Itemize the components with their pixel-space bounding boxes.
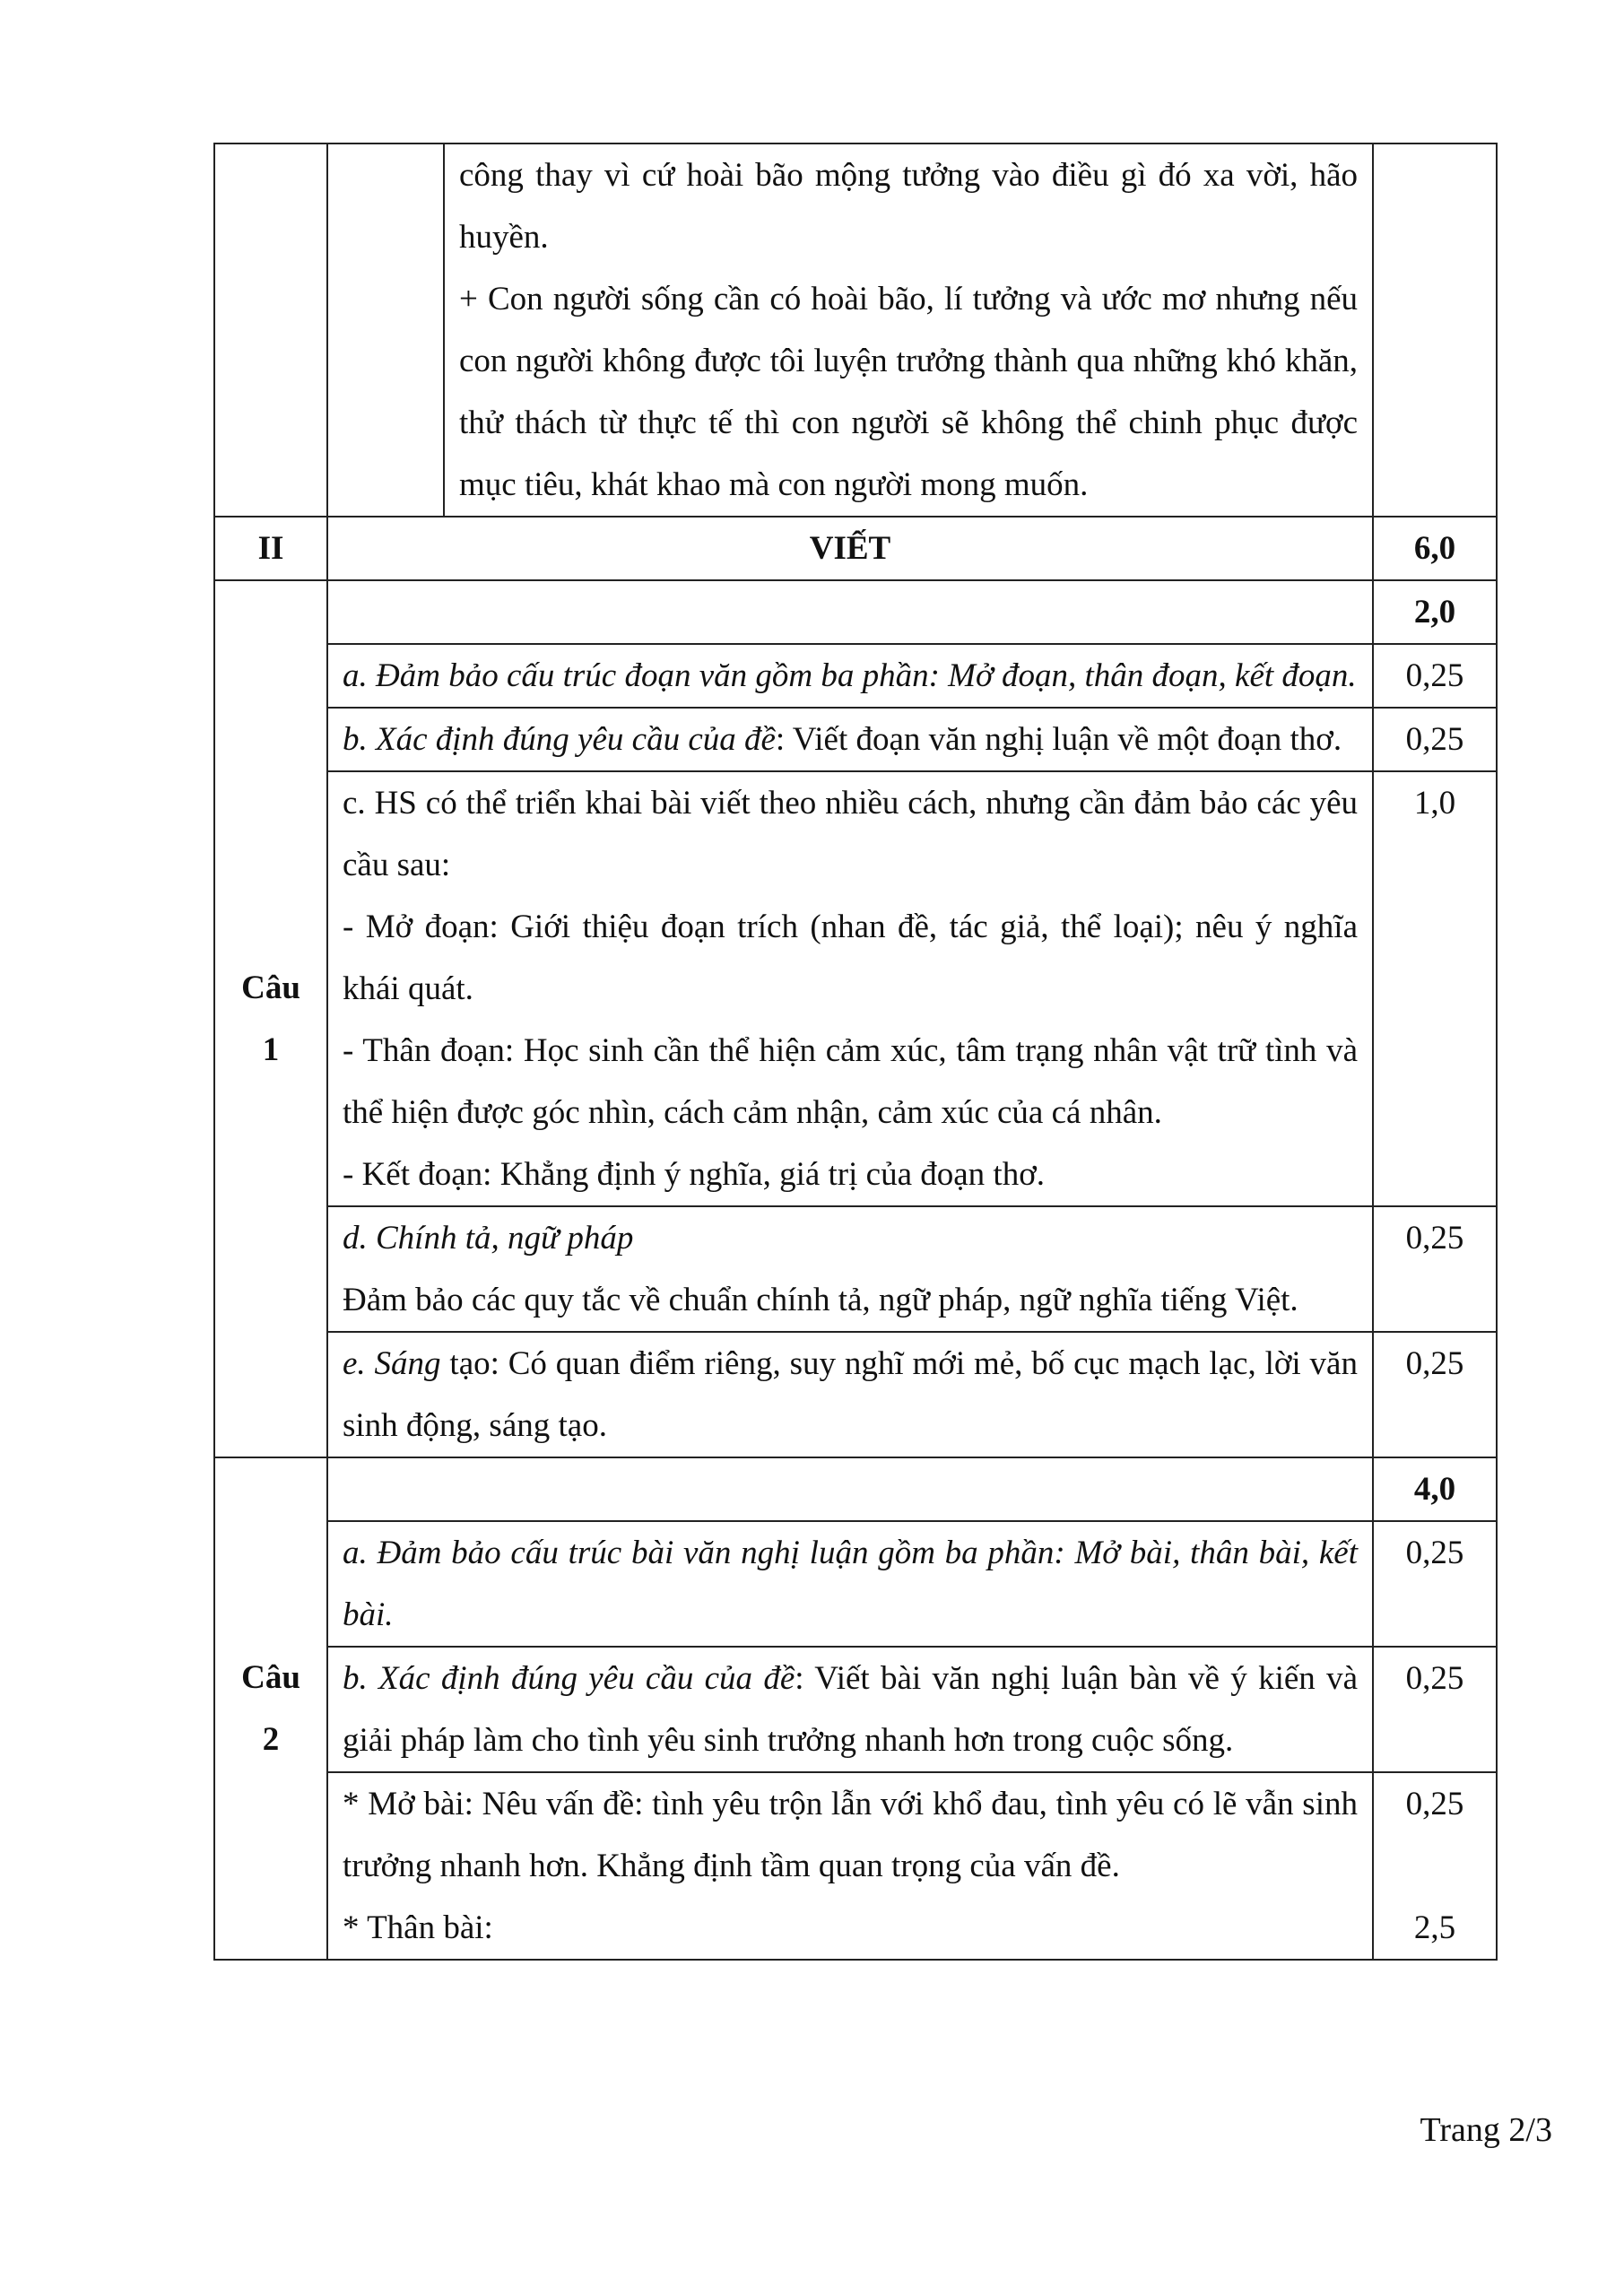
section-title: VIẾT — [327, 517, 1373, 580]
section-score: 6,0 — [1373, 517, 1497, 580]
criterion-cell — [327, 771, 1373, 1206]
empty-cell — [327, 144, 444, 517]
table-row — [214, 1521, 1497, 1647]
criterion-cell — [327, 1206, 1373, 1332]
grading-table — [213, 143, 1498, 1961]
criterion-cell — [327, 708, 1373, 771]
criterion-cell — [327, 1647, 1373, 1772]
criterion-cell — [327, 1332, 1373, 1457]
criterion-score: 0,25 — [1373, 1647, 1497, 1772]
criterion-text: a. Đảm bảo cấu trúc bài văn nghị luận gồm ba phần: Mở bài, thân bài, kết bài. — [327, 1521, 1373, 1647]
table-row — [214, 580, 1497, 644]
table-row — [214, 644, 1497, 708]
criterion-score: 0,25 — [1373, 644, 1497, 708]
table-row — [214, 1647, 1497, 1772]
criterion-text: tạo: Có quan điểm riêng, suy nghĩ mới mẻ, bố cục mạch lạc, lời văn sinh động, sáng tạo. — [343, 1345, 1358, 1444]
table-row — [214, 1457, 1497, 1521]
content-text: + Con người sống cần có hoài bão, lí tưởng và ước mơ nhưng nếu con người không được tôi luyện trưởng thành qua những khó khăn, thử thách từ thực tế thì con người sẽ không thể chinh phục được mục tiêu, khát khao mà con người mong muốn. — [459, 281, 1358, 503]
question-label: Câu 1 — [214, 580, 327, 1457]
question-total-score: 2,0 — [1373, 580, 1497, 644]
criterion-label: b. Xác định đúng yêu cầu của đề — [343, 721, 776, 758]
table-row — [214, 1206, 1497, 1332]
empty-cell — [327, 580, 1373, 644]
question-label: Câu 2 — [214, 1457, 327, 1960]
criterion-text: - Thân đoạn: Học sinh cần thể hiện cảm xúc, tâm trạng nhân vật trữ tình và thể hiện được góc nhìn, cách cảm nhận, cảm xúc của cá nhân. — [343, 1032, 1358, 1131]
section-header-row — [214, 517, 1497, 580]
criterion-text: c. HS có thể triển khai bài viết theo nhiều cách, nhưng cần đảm bảo các yêu cầu sau: — [343, 785, 1358, 883]
criterion-cell — [327, 1772, 1373, 1960]
page-number: Trang 2/3 — [1420, 2111, 1552, 2149]
empty-cell — [214, 144, 327, 517]
criterion-score: 0,25 — [1373, 1206, 1497, 1332]
criterion-text: : Viết bài văn nghị luận bàn về ý kiến và giải pháp làm cho tình yêu sinh trưởng nhanh hơn trong cuộc sống. — [343, 1660, 1358, 1759]
score-cell — [1373, 144, 1497, 517]
criterion-text: a. Đảm bảo cấu trúc đoạn văn gồm ba phần: Mở đoạn, thân đoạn, kết đoạn. — [327, 644, 1373, 708]
table-row — [214, 708, 1497, 771]
criterion-score: 0,25 — [1373, 1521, 1497, 1647]
criterion-text: * Thân bài: — [343, 1909, 493, 1946]
criterion-score: 1,0 — [1373, 771, 1497, 1206]
content-text: công thay vì cứ hoài bão mộng tưởng vào điều gì đó xa vời, hão huyền. — [459, 157, 1358, 256]
section-number: II — [214, 517, 327, 580]
criterion-label: d. Chính tả, ngữ pháp — [343, 1220, 634, 1257]
criterion-score-cell — [1373, 1772, 1497, 1960]
criterion-score: 2,5 — [1413, 1909, 1456, 1946]
criterion-score: 0,25 — [1373, 708, 1497, 771]
criterion-score: 0,25 — [1373, 1332, 1497, 1457]
spacer — [1388, 1835, 1481, 1897]
criterion-text: Đảm bảo các quy tắc về chuẩn chính tả, ngữ pháp, ngữ nghĩa tiếng Việt. — [343, 1282, 1298, 1318]
criterion-text: * Mở bài: Nêu vấn đề: tình yêu trộn lẫn với khổ đau, tình yêu có lẽ vẫn sinh trưởng nhanh hơn. Khẳng định tầm quan trọng của vấn đề. — [343, 1786, 1358, 1884]
table-row — [214, 1332, 1497, 1457]
table-row — [214, 1772, 1497, 1960]
empty-cell — [327, 1457, 1373, 1521]
table-row — [214, 144, 1497, 517]
criterion-score: 0,25 — [1405, 1786, 1464, 1822]
table-row — [214, 771, 1497, 1206]
criterion-text: : Viết đoạn văn nghị luận về một đoạn thơ. — [775, 721, 1342, 758]
question-total-score: 4,0 — [1373, 1457, 1497, 1521]
content-cell — [444, 144, 1373, 517]
criterion-label: b. Xác định đúng yêu cầu của đề — [343, 1660, 795, 1697]
criterion-text: - Kết đoạn: Khẳng định ý nghĩa, giá trị của đoạn thơ. — [343, 1156, 1046, 1193]
criterion-label: e. Sáng — [343, 1345, 441, 1382]
criterion-text: - Mở đoạn: Giới thiệu đoạn trích (nhan đề, tác giả, thể loại); nêu ý nghĩa khái quát. — [343, 909, 1358, 1007]
